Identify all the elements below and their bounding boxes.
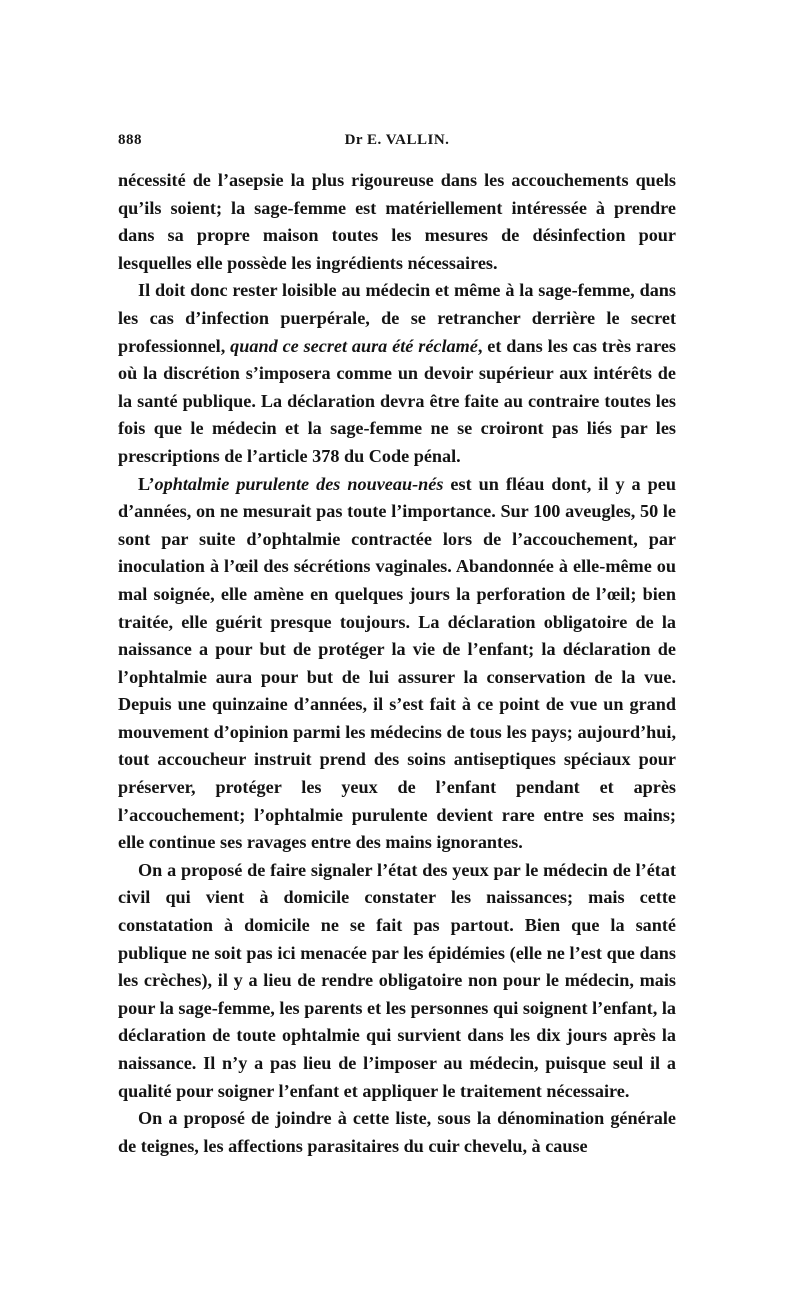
paragraph-text: est un fléau dont, il y a peu d’années, on ne mesurait pas toute l’importance. Sur 100 aveugles, 50 le sont par suite d’ophtalmie contractée lors de l’accouchement, par inoculation à l’œil des sécrétions vaginales. Abandonnée à elle-même ou mal soignée, elle amène en quelques jours la perforation de l’œil; bien traitée, elle guérit presque toujours. La déclaration obligatoire de la naissance a pour but de protéger la vie de l’enfant; la déclaration de l’ophtalmie aura pour but de lui assurer la conservation de la vue. Depuis une quinzaine d’années, il s’est fait à ce point de vue un grand mouvement d’opinion parmi les médecins de tous les pays; aujourd’hui, tout accoucheur instruit prend des soins antiseptiques spéciaux pour préserver, protéger les yeux de l’enfant pendant et après l’accouchement; l’ophtalmie purulente devient rare entre ses mains; elle continue ses ravages entre des mains ignorantes. [118, 473, 676, 853]
body-text [118, 167, 676, 1160]
paragraph [118, 471, 676, 857]
paragraph-text: On a proposé de faire signaler l’état des yeux par le médecin de l’état civil qui vient à domicile constater les naissances; mais cette constatation à domicile ne se fait pas partout. Bien que la santé publique ne soit pas ici menacée par les épidémies (elle ne l’est que dans les crèches), il y a lieu de rendre obligatoire non pour le médecin, mais pour la sage-femme, les parents et les personnes qui soignent l’enfant, la déclaration de toute ophtalmie qui survient dans les dix jours après la naissance. Il n’y a pas lieu de l’imposer au médecin, puisque seul il a qualité pour soigner l’enfant et appliquer le traitement nécessaire. [118, 859, 676, 1101]
paragraph [118, 857, 676, 1105]
paragraph [118, 167, 676, 277]
paragraph-text: nécessité de l’asepsie la plus rigoureuse dans les accouchements quels qu’ils soient; la sage-femme est matériellement intéressée à prendre dans sa propre maison toutes les mesures de désinfection pour lesquelles elle possède les ingrédients nécessaires. [118, 170, 676, 273]
italic-text: ophtalmie purulente des nouveau-nés [154, 473, 444, 494]
paragraph [118, 1105, 676, 1160]
running-head [118, 132, 676, 154]
paragraph-text: , et dans les cas très rares où la discrétion s’imposera comme un devoir supérieur aux intérêts de la santé publique. La déclaration devra être faite au contraire toutes les fois que le médecin et la sage-femme ne se croiront pas liés par les prescriptions de l’article 378 du Code pénal. [118, 335, 676, 466]
running-head-author: Dr E. VALLIN. [344, 132, 450, 148]
paragraph-text: Il doit donc rester loisible au médecin et même à la sage-femme, dans les cas d’infection puerpérale, de se retrancher derrière le secret professionnel, [118, 280, 676, 356]
page-number: 888 [118, 132, 142, 148]
paragraph [118, 277, 676, 470]
paragraph-text: L’ [138, 473, 155, 494]
italic-text: quand ce secret aura été réclamé [230, 335, 478, 356]
paragraph-text: On a proposé de joindre à cette liste, sous la dénomination générale de teignes, les affections parasitaires du cuir chevelu, à cause [118, 1108, 676, 1156]
